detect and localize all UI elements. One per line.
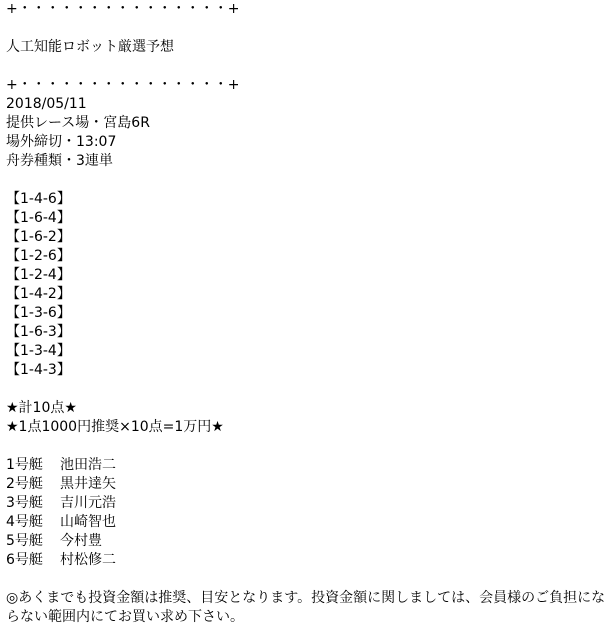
combination-item: 【1-6-4】 xyxy=(6,210,71,226)
racer-row xyxy=(6,532,612,551)
boat-number: 2号艇 xyxy=(6,476,43,492)
combination-item: 【1-6-3】 xyxy=(6,324,71,340)
spacer xyxy=(6,57,612,76)
racer-name: 今村豊 xyxy=(60,533,102,549)
title-divider: +・・・・・・・・・・・・・・・+ xyxy=(6,77,240,93)
combination-item: 【1-4-2】 xyxy=(6,286,71,302)
combination-list xyxy=(6,190,612,380)
combination-item: 【1-6-2】 xyxy=(6,229,71,245)
racer-row xyxy=(6,456,612,475)
boat-number: 3号艇 xyxy=(6,495,43,511)
racer-row xyxy=(6,551,612,570)
spacer xyxy=(6,171,612,190)
combination-item: 【1-4-6】 xyxy=(6,191,71,207)
document-title: 人工知能ロボット厳選予想 xyxy=(6,39,174,55)
racer-row xyxy=(6,513,612,532)
total-points: ★計10点★ xyxy=(6,400,77,416)
racer-name: 池田浩二 xyxy=(60,457,116,473)
racer-list xyxy=(6,456,612,570)
spacer xyxy=(6,437,612,456)
deadline-time: 場外締切・13:07 xyxy=(6,134,117,150)
racer-row xyxy=(6,475,612,494)
combination-item: 【1-3-6】 xyxy=(6,305,71,321)
combination-item: 【1-4-3】 xyxy=(6,362,71,378)
racer-name: 吉川元浩 xyxy=(60,495,116,511)
racer-name: 山崎智也 xyxy=(60,514,116,530)
top-divider: +・・・・・・・・・・・・・・・+ xyxy=(6,1,240,17)
spacer xyxy=(6,19,612,38)
investment-disclaimer: ◎あくまでも投資金額は推奨、目安となります。投資金額に関しましては、会員様のご負担にならない範囲内にてお買い求め下さい。 xyxy=(6,590,606,625)
racer-name: 村松修二 xyxy=(60,552,116,568)
bet-summary: ★1点1000円推奨×10点=1万円★ xyxy=(6,419,224,435)
combination-item: 【1-2-4】 xyxy=(6,267,71,283)
spacer xyxy=(6,380,612,399)
boat-number: 1号艇 xyxy=(6,457,43,473)
ticket-type: 舟券種類・3連単 xyxy=(6,153,113,169)
spacer xyxy=(6,570,612,589)
boat-number: 4号艇 xyxy=(6,514,43,530)
boat-number: 5号艇 xyxy=(6,533,43,549)
race-venue: 提供レース場・宮島6R xyxy=(6,115,150,131)
combination-item: 【1-2-6】 xyxy=(6,248,71,264)
race-date: 2018/05/11 xyxy=(6,96,87,112)
racer-row xyxy=(6,494,612,513)
racer-name: 黒井達矢 xyxy=(60,476,116,492)
combination-item: 【1-3-4】 xyxy=(6,343,71,359)
boat-number: 6号艇 xyxy=(6,552,43,568)
